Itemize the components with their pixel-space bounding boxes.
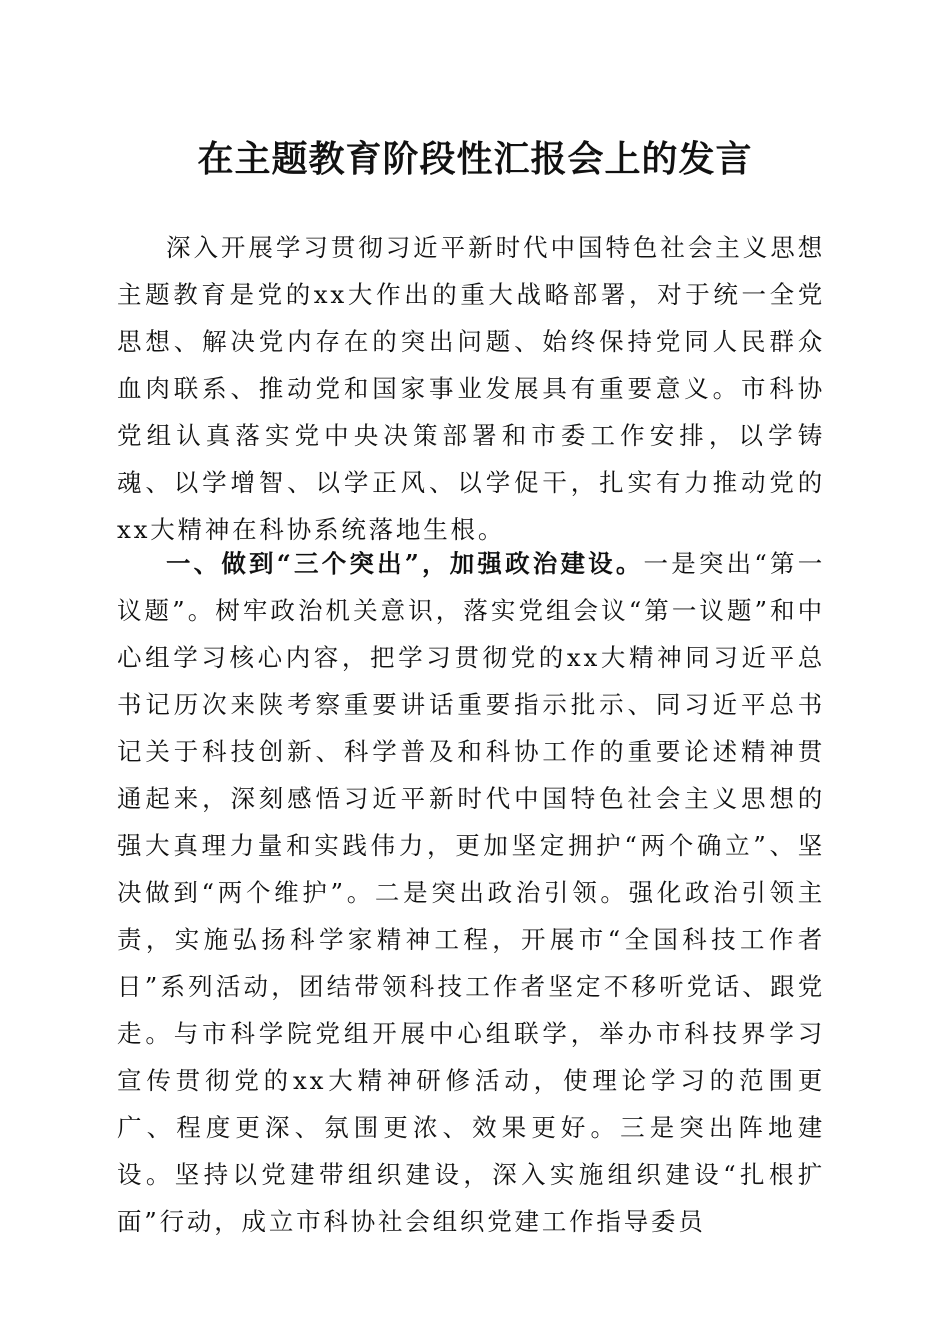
document-title: 在主题教育阶段性汇报会上的发言 <box>197 138 753 180</box>
paragraph-intro: 深入开展学习贯彻习近平新时代中国特色社会主义思想主题教育是党的xx大作出的重大战略部署，对于统一全党思想、解决党内存在的突出问题、始终保持党同人民群众血肉联系、推动党和国家事业发展具有重要意义。市科协党组认真落实党中央决策部署和市委工作安排，以学铸魂、以学增智、以学正风、以学促干，扎实有力推动党的xx大精神在科协系统落地生根。 <box>117 233 825 544</box>
section-body: 一是突出“第一议题”。树牢政治机关意识，落实党组会议“第一议题”和中心组学习核心内容，把学习贯彻党的xx大精神同习近平总书记历次来陕考察重要讲话重要指示批示、同习近平总书记关于科技创新、科学普及和科协工作的重要论述精神贯通起来，深刻感悟习近平新时代中国特色社会主义思想的强大真理力量和实践伟力，更加坚定拥护“两个确立”、坚决做到“两个维护”。二是突出政治引领。强化政治引领主责，实施弘扬科学家精神工程，开展市“全国科技工作者日”系列活动，团结带领科技工作者坚定不移听党话、跟党走。与市科学院党组开展中心组联学，举办市科技界学习宣传贯彻党的xx大精神研修活动，使理论学习的范围更广、程度更深、氛围更浓、效果更好。三是突出阵地建设。坚持以党建带组织建设，深入实施组织建设“扎根扩面”行动，成立市科协社会组织党建工作指导委员 <box>117 549 825 1236</box>
section-heading: 一、做到“三个突出”，加强政治建设。 <box>166 549 644 578</box>
paragraph-intro-block <box>117 224 825 553</box>
paragraph-section-one <box>117 540 825 1245</box>
paragraph-section-one-block <box>117 540 825 1245</box>
